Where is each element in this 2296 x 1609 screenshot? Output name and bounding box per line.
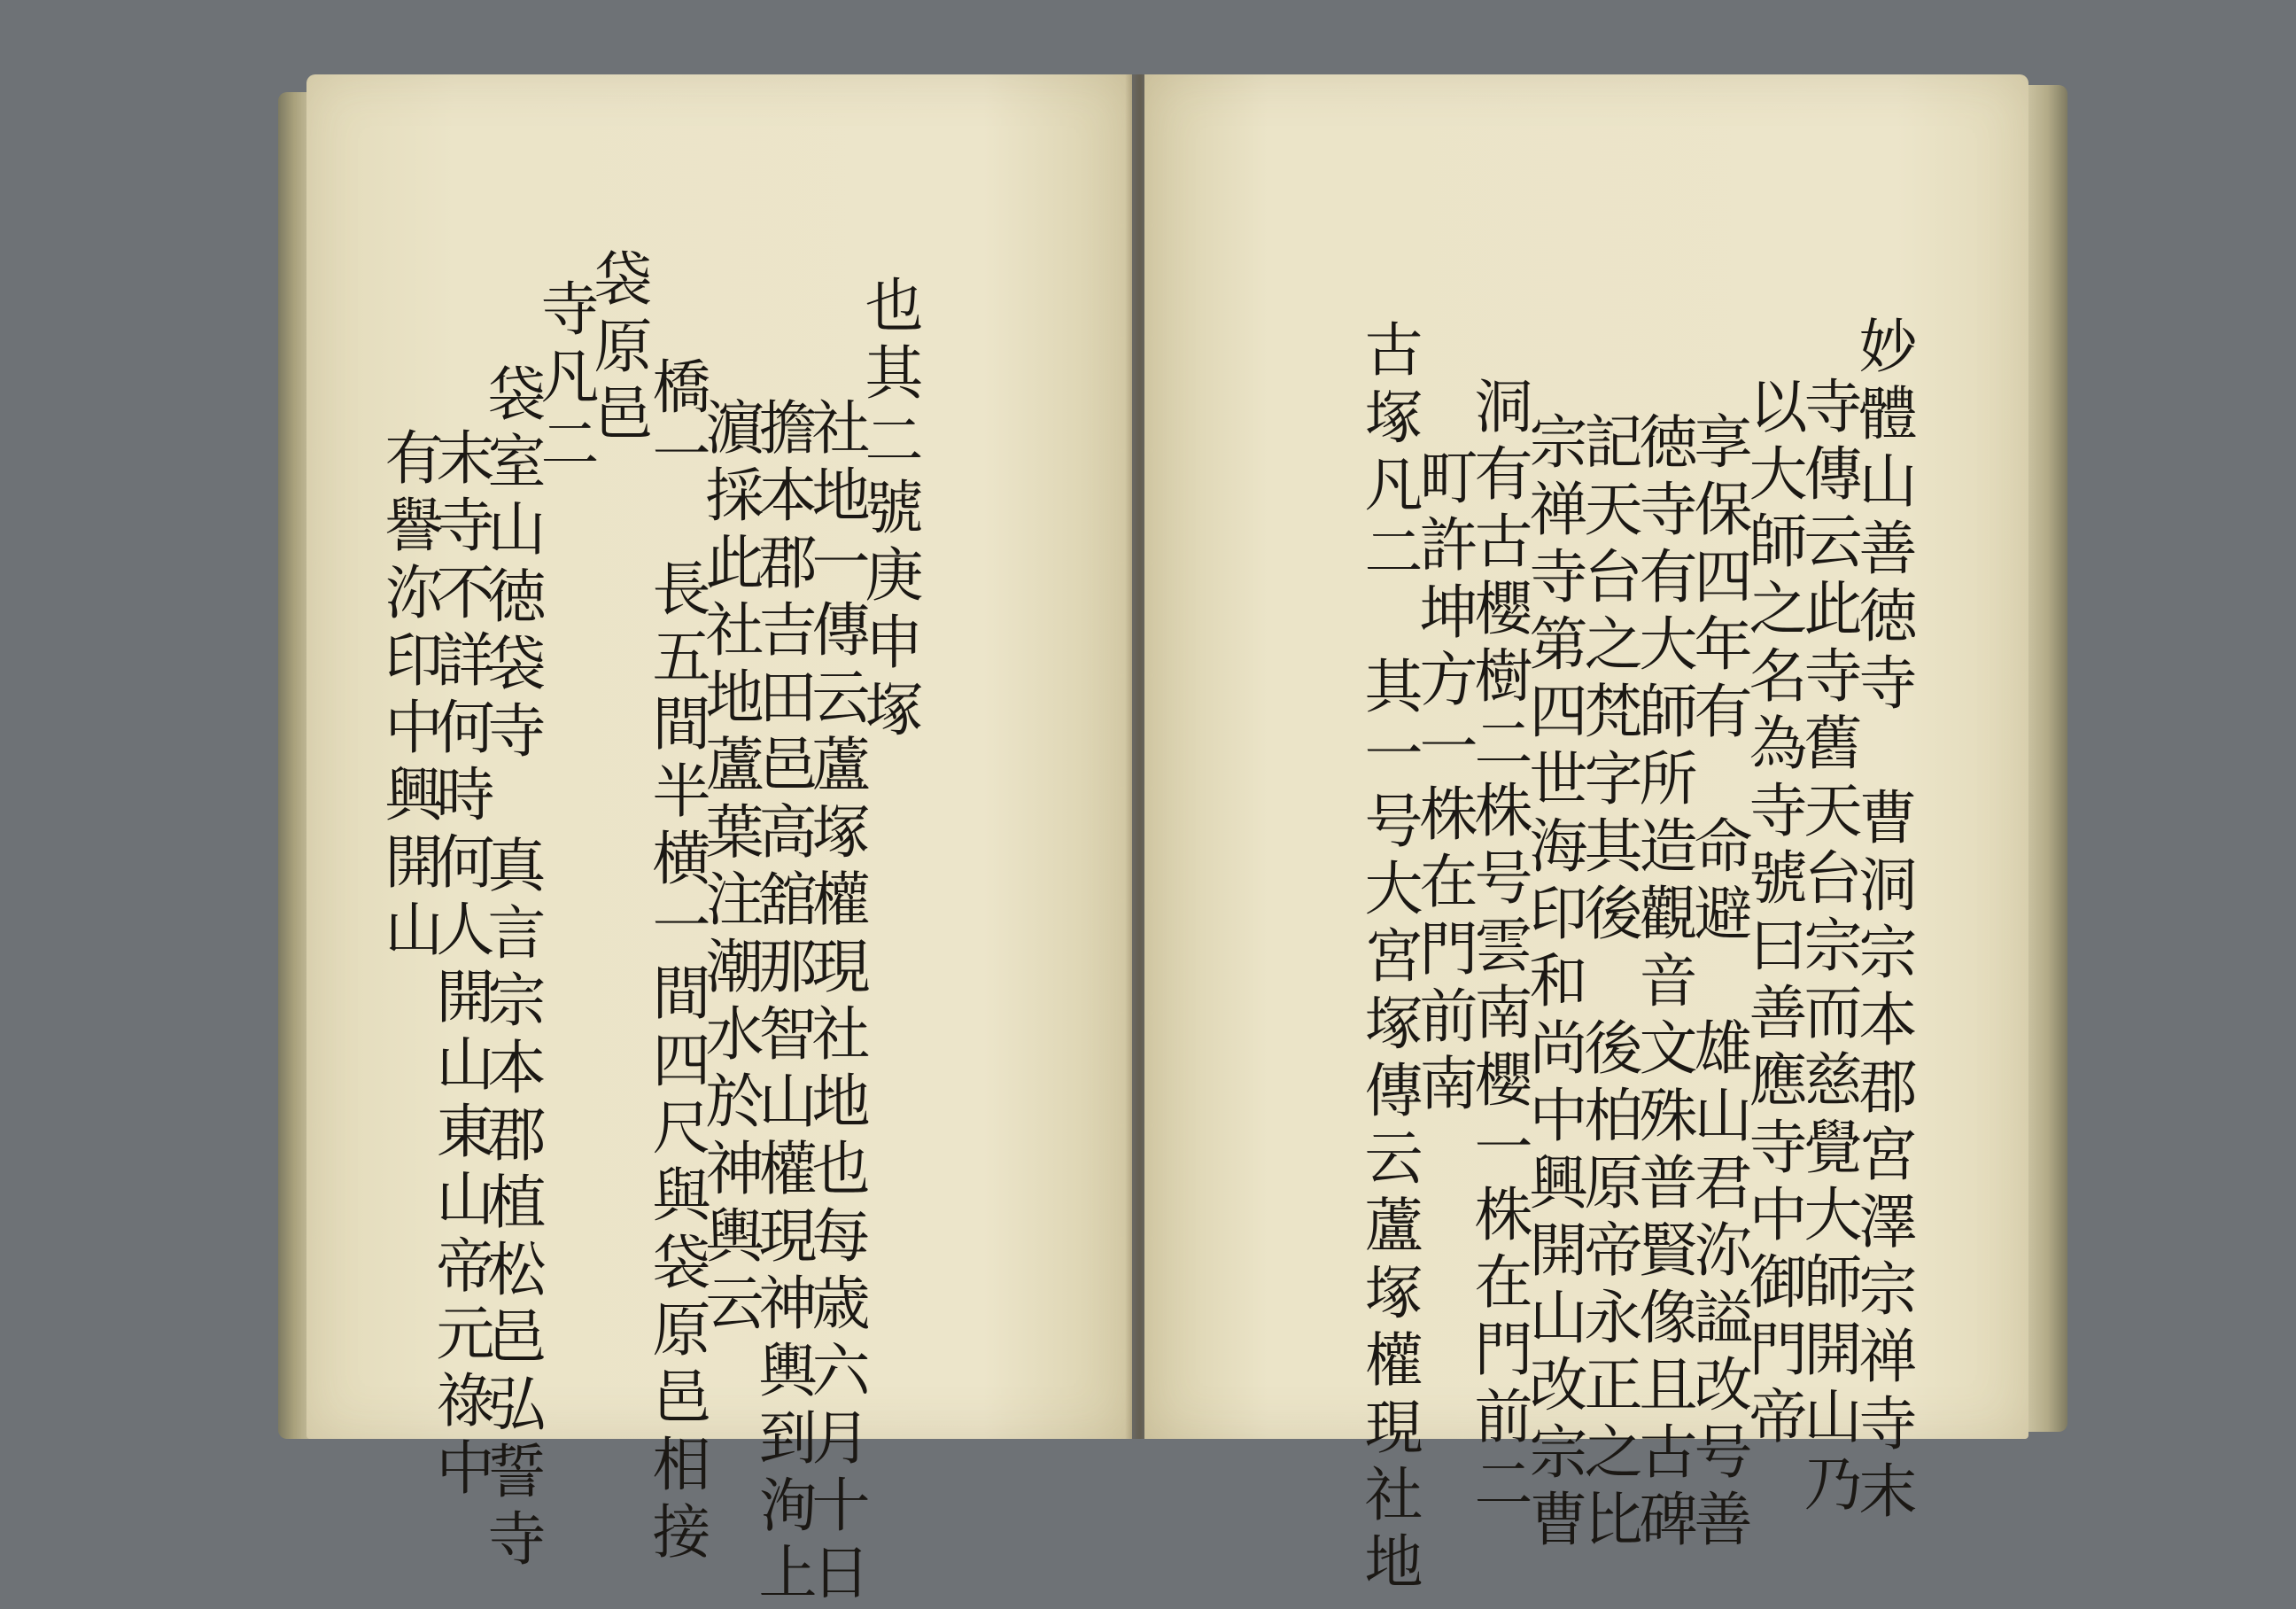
text-column: 擔本郡吉田邑高舘那智山權現神輿到洵上 (749, 397, 817, 1609)
text-column: 袋原邑 (584, 248, 652, 450)
text-column: 妙體山善徳寺 曹洞宗本郡宮澤宗禅寺末 (1849, 315, 1917, 1527)
text-column: 社地一傳云蘆塚權現社地也每歳六月十日 (802, 397, 870, 1609)
text-column: 宗禅寺第四世海印和尚中興開山改宗曹 (1519, 411, 1587, 1556)
left-page (306, 74, 1132, 1609)
text-column: 濵採此社地蘆葉注潮水於神輿云 (695, 397, 764, 1340)
text-column: 洞有古櫻樹二株号雲南櫻一株在門前二 (1464, 376, 1532, 1520)
text-column: 以大師之名為寺號曰善應寺中御門帝 (1739, 376, 1807, 1453)
text-column: 古塚凡二 其一号大宮塚傳云蘆塚權現社地 (1354, 319, 1423, 1598)
text-column: 橋一 長五間半横一間四尺與袋原邑相接 (642, 356, 710, 1568)
text-column: 寺傳云此寺舊天台宗而慈覺大師開山乃 (1794, 376, 1862, 1520)
text-column: 寺凡二 (531, 278, 599, 480)
right-page-edges (2023, 85, 2067, 1432)
text-column: 記天台之梵字其後 後柏原帝永正之比 (1574, 411, 1642, 1556)
text-column: 袋室山徳袋寺 真言宗本郡植松邑弘誓寺 (477, 363, 546, 1575)
right-page-text (1144, 74, 2028, 1598)
text-column: 享保四年有 命避 雄山君沵謚改号善 (1684, 411, 1752, 1556)
text-column: 也其二號庚申塚 (855, 275, 923, 746)
text-column: 末寺不詳何時何人開山東山帝元祿中 (426, 427, 494, 1504)
text-column: 有譽沵印中興開山 (375, 427, 443, 966)
open-book (266, 74, 2073, 1609)
text-column: 徳寺有大師所造觀音文殊普賢像且古碑 (1629, 411, 1697, 1556)
left-page-text (306, 74, 1132, 1609)
text-column: 町許坤方一株在門前南 (1409, 447, 1478, 1120)
right-page (1144, 74, 2028, 1598)
